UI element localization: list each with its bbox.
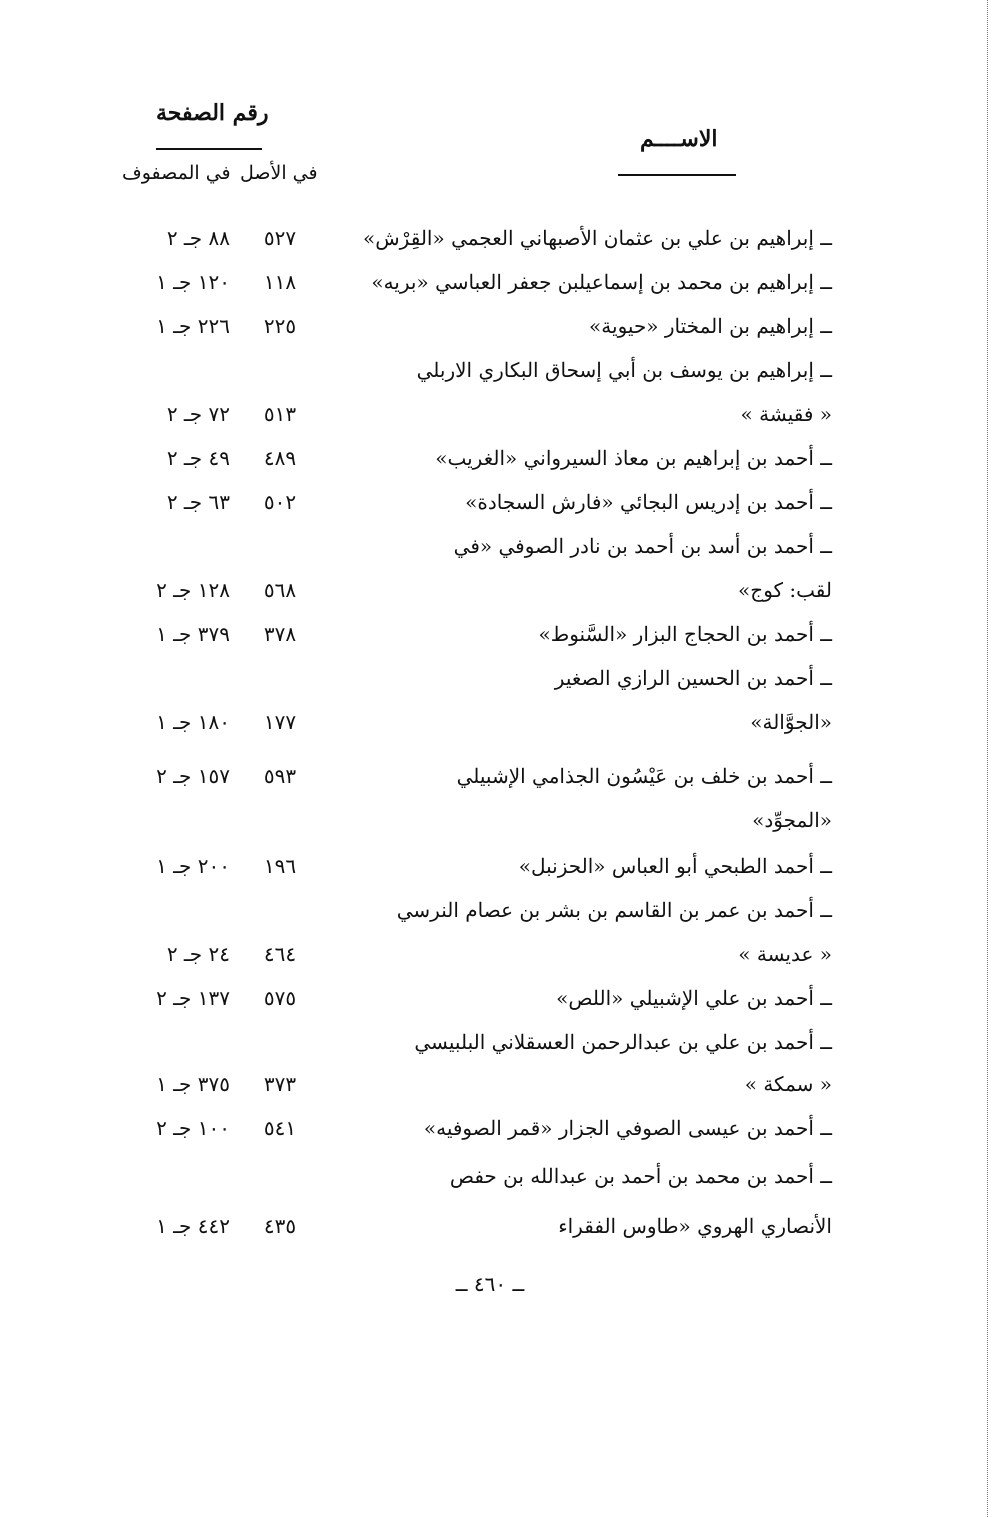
original-page: ٥٦٨ [263, 578, 297, 602]
index-row [120, 218, 832, 262]
entry-name: ــ إبراهيم بن محمد بن إسماعيلبن جعفر العباسي «بريه» [371, 270, 832, 294]
typeset-page: ٢٢٦ جـ ١ [156, 314, 230, 338]
typeset-page: ١٠٠ جـ ٢ [156, 1116, 230, 1140]
page-folio: ــ ٤٦٠ ــ [455, 1272, 525, 1296]
typeset-page: ٣٧٥ جـ ١ [156, 1072, 230, 1096]
original-page: ١٧٧ [263, 710, 297, 734]
typeset-page: ٢٠٠ جـ ١ [156, 854, 230, 878]
index-row [120, 526, 832, 570]
index-row [120, 262, 832, 306]
original-page: ١٩٦ [263, 854, 297, 878]
original-page: ٣٧٨ [263, 622, 297, 646]
typeset-page: ١٢٨ جـ ٢ [156, 578, 230, 602]
entry-name: ــ أحمد بن علي الإشبيلي «اللص» [556, 986, 832, 1010]
original-page: ١١٨ [263, 270, 297, 294]
name-heading-rule [618, 174, 736, 176]
col-typeset-heading: في المصفوف [122, 162, 231, 184]
typeset-page: ١٨٠ جـ ١ [156, 710, 230, 734]
typeset-page: ٤٤٢ جـ ١ [156, 1214, 230, 1238]
col-original-heading: في الأصل [240, 162, 318, 184]
original-page: ٤٨٩ [263, 446, 297, 470]
entry-name: لقب: كوج» [738, 578, 832, 602]
index-row [120, 756, 832, 800]
index-row [120, 702, 832, 746]
typeset-page: ١٣٧ جـ ٢ [156, 986, 230, 1010]
typeset-page: ٦٣ جـ ٢ [166, 490, 230, 514]
index-row [120, 438, 832, 482]
entry-name: ــ إبراهيم بن علي بن عثمان الأصبهاني العجمي «القِرْش» [363, 226, 832, 250]
index-row [120, 394, 832, 438]
entry-name: ــ أحمد بن إبراهيم بن معاذ السيرواني «الغريب» [435, 446, 832, 470]
entry-name: « فقيشة » [740, 402, 832, 426]
entry-name: «الجوَّالة» [750, 710, 832, 734]
index-row [120, 1022, 832, 1066]
entry-name: الأنصاري الهروي «طاوس الفقراء [558, 1214, 832, 1238]
entry-name: ــ أحمد بن علي بن عبدالرحمن العسقلاني البلبيسي [414, 1030, 832, 1054]
entry-name: ــ إبراهيم بن المختار «حيوية» [589, 314, 832, 338]
original-page: ٥٤١ [263, 1116, 297, 1140]
index-row [120, 658, 832, 702]
entry-name: ــ أحمد بن عمر بن القاسم بن بشر بن عصام النرسي [396, 898, 832, 922]
index-row [120, 800, 832, 844]
index-row [120, 934, 832, 978]
original-page: ٥٩٣ [263, 764, 297, 788]
original-page: ٥١٣ [263, 402, 297, 426]
index-row [120, 350, 832, 394]
typeset-page: ٣٧٩ جـ ١ [156, 622, 230, 646]
original-page: ٥٠٢ [263, 490, 297, 514]
index-row [120, 890, 832, 934]
typeset-page: ١٢٠ جـ ١ [156, 270, 230, 294]
original-page: ٤٣٥ [263, 1214, 297, 1238]
index-row [120, 1108, 832, 1152]
name-heading: الاســــم [640, 126, 718, 152]
entry-name: ــ أحمد بن الحجاج البزار «السَّنوط» [538, 622, 832, 646]
index-row [120, 846, 832, 890]
entry-name: ــ أحمد بن عيسى الصوفي الجزار «قمر الصوفيه» [423, 1116, 832, 1140]
original-page: ٢٢٥ [263, 314, 297, 338]
index-row [120, 570, 832, 614]
entry-name: ــ أحمد بن أسد بن أحمد بن نادر الصوفي «في [453, 534, 832, 558]
index-row [120, 1064, 832, 1108]
entry-name: ــ أحمد بن إدريس البجائي «فارش السجادة» [465, 490, 832, 514]
index-row [120, 614, 832, 658]
index-row [120, 1206, 832, 1250]
entry-name: «المجوِّد» [752, 808, 832, 832]
typeset-page: ١٥٧ جـ ٢ [156, 764, 230, 788]
index-row [120, 1156, 832, 1200]
typeset-page: ٧٢ جـ ٢ [166, 402, 230, 426]
typeset-page: ٨٨ جـ ٢ [166, 226, 230, 250]
entry-name: ــ أحمد بن الحسين الرازي الصغير [554, 666, 832, 690]
entry-name: ــ إبراهيم بن يوسف بن أبي إسحاق البكاري الاربلي [416, 358, 832, 382]
index-row [120, 306, 832, 350]
entry-name: « سمكة » [744, 1072, 832, 1096]
page-number-heading-rule [156, 148, 262, 150]
index-row [120, 978, 832, 1022]
page-number-heading: رقم الصفحة [156, 100, 269, 126]
scan-edge-divider [987, 0, 988, 1517]
original-page: ٥٧٥ [263, 986, 297, 1010]
index-row [120, 482, 832, 526]
entry-name: ــ أحمد الطبحي أبو العباس «الحزنبل» [518, 854, 832, 878]
typeset-page: ٤٩ جـ ٢ [166, 446, 230, 470]
entry-name: « عديسة » [738, 942, 832, 966]
original-page: ٣٧٣ [263, 1072, 297, 1096]
entry-name: ــ أحمد بن محمد بن أحمد بن عبدالله بن حفص [449, 1164, 832, 1188]
entry-name: ــ أحمد بن خلف بن عَيْسُون الجذامي الإشبيلي [456, 764, 832, 788]
original-page: ٤٦٤ [263, 942, 297, 966]
typeset-page: ٢٤ جـ ٢ [166, 942, 230, 966]
original-page: ٥٢٧ [263, 226, 297, 250]
